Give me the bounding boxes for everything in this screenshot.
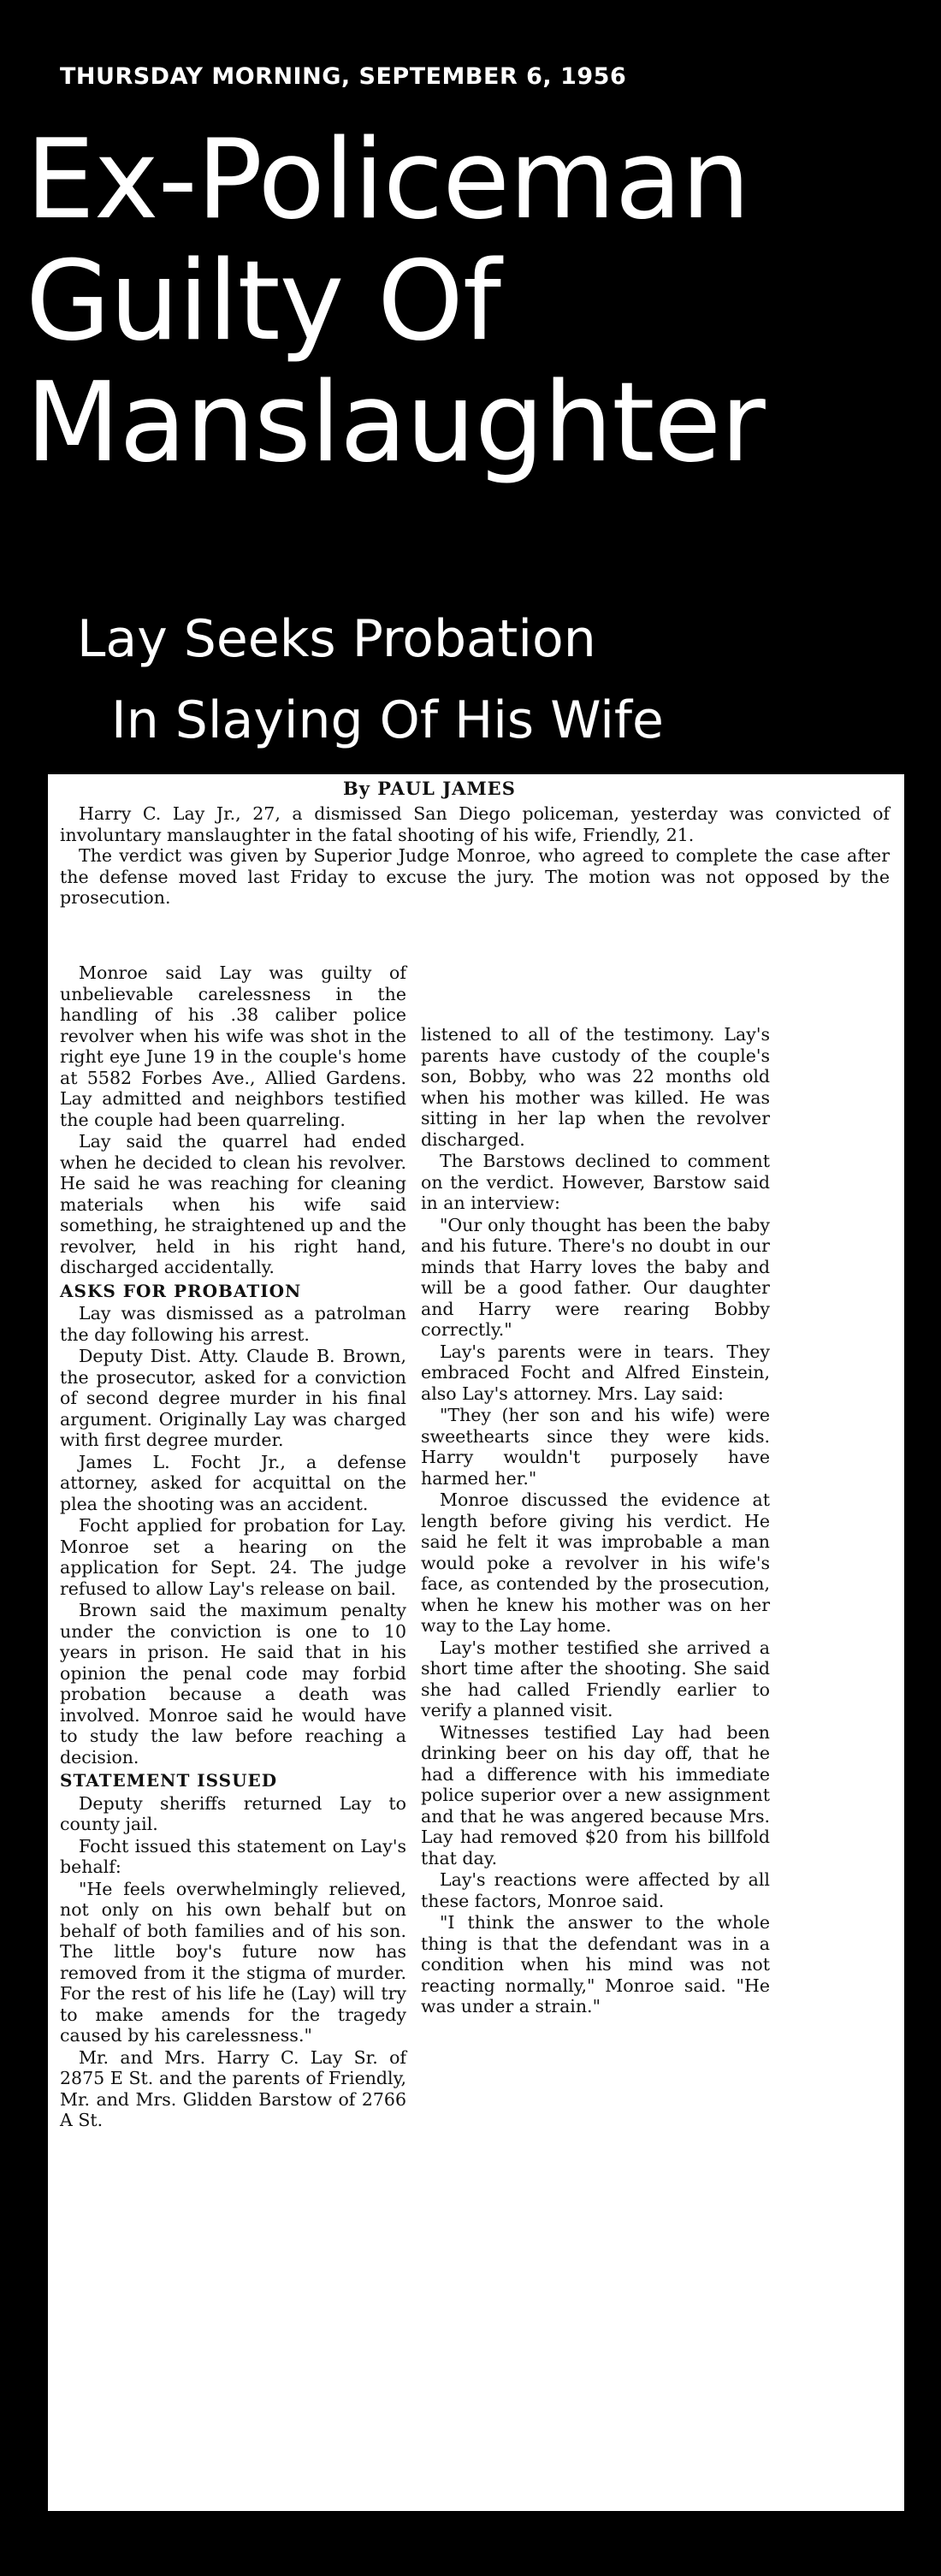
headline (26, 116, 924, 487)
article-paragraph: Focht issued this statement on Lay's behalf: (60, 1835, 406, 1877)
article-paragraph: "Our only thought has been the baby and his future. There's no doubt in our minds that Harry loves the baby and will be a good father. Our daughter and Harry were rearing Bobby correctly." (421, 1214, 770, 1340)
article-paragraph: Deputy Dist. Atty. Claude B. Brown, the prosecutor, asked for a conviction of second degree murder in his final argument. Originally Lay was charged with first degree murder. (60, 1346, 406, 1450)
lede (60, 803, 890, 909)
article-paragraph: Lay's parents were in tears. They embraced Focht and Alfred Einstein, also Lay's attorney. Mrs. Lay said: (421, 1341, 770, 1404)
article-paragraph: James L. Focht Jr., a defense attorney, asked for acquittal on the plea the shooting was an accident. (60, 1451, 406, 1514)
article-paragraph: Deputy sheriffs returned Lay to county jail. (60, 1792, 406, 1834)
article-paragraph: Monroe discussed the evidence at length before giving his verdict. He said he felt it was improbable a man would poke a revolver in his wife's face, as contended by the prosecution, when he knew his mother was on her way to the Lay home. (421, 1489, 770, 1636)
subheadline (77, 599, 898, 761)
column-left (60, 962, 406, 2132)
lede-paragraph: The verdict was given by Superior Judge Monroe, who agreed to complete the case after the defense moved last Friday to excuse the jury. The motion was not opposed by the prosecution. (60, 845, 890, 908)
byline: By PAUL JAMES (343, 778, 516, 799)
article-paragraph: "I think the answer to the whole thing is that the defendant was in a condition when his mind was not reacting normally," Monroe said. "He was under a strain." (421, 1912, 770, 2016)
article-paragraph: Monroe said Lay was guilty of unbelievable carelessness in the handling of his .38 caliber police revolver when his wife was shot in the right eye June 19 in the couple's home at 5582 Forbes Ave., Allied Gardens. Lay admitted and neighbors testified the couple had been quarreling. (60, 962, 406, 1130)
article-paragraph: Lay's reactions were affected by all these factors, Monroe said. (421, 1869, 770, 1911)
article-paragraph: "They (her son and his wife) were sweethearts since they were kids. Harry wouldn't purposely have harmed her." (421, 1405, 770, 1489)
column-right (421, 1024, 770, 2018)
article-paragraph: listened to all of the testimony. Lay's parents have custody of the couple's son, Bobby, who was 22 months old when his mother was killed. He was sitting in her lap when the revolver discharged. (421, 1024, 770, 1150)
article-paragraph: Lay was dismissed as a patrolman the day following his arrest. (60, 1303, 406, 1345)
article-paragraph: The Barstows declined to comment on the verdict. However, Barstow said in an interview: (421, 1151, 770, 1213)
lede-paragraph: Harry C. Lay Jr., 27, a dismissed San Diego policeman, yesterday was convicted of involuntary manslaughter in the fatal shooting of his wife, Friendly, 21. (60, 803, 890, 845)
section-heading: STATEMENT ISSUED (60, 1770, 278, 1791)
headline-line: Guilty Of (26, 238, 500, 365)
article-paragraph: Lay said the quarrel had ended when he decided to clean his revolver. He said he was reaching for cleaning materials when his wife said something, he straightened up and the revolver, held in his right hand, discharged accidentally. (60, 1131, 406, 1277)
article-paragraph: Lay's mother testified she arrived a short time after the shooting. She said she had called Friendly earlier to verify a planned visit. (421, 1637, 770, 1720)
article-paragraph: Brown said the maximum penalty under the conviction is one to 10 years in prison. He said that in his opinion the penal code may forbid probation because a death was involved. Monroe said he would have to study the law before reaching a decision. (60, 1600, 406, 1768)
dateline: THURSDAY MORNING, SEPTEMBER 6, 1956 (60, 63, 627, 90)
article-paragraph: Witnesses testified Lay had been drinking beer on his day off, that he had a difference with his immediate police superior over a new assignment and that he was angered because Mrs. Lay had removed $20 from his billfold that day. (421, 1721, 770, 1868)
subheadline-line: Lay Seeks Probation (77, 609, 596, 669)
article-body (48, 774, 904, 2511)
article-paragraph: Mr. and Mrs. Harry C. Lay Sr. of 2875 E St. and the parents of Friendly, Mr. and Mrs. Glidden Barstow of 2766 A St. (60, 2046, 406, 2130)
headline-line: Manslaughter (26, 359, 765, 487)
article-paragraph: Focht applied for probation for Lay. Monroe set a hearing on the application for Sept. 24. The judge refused to allow Lay's release on bail. (60, 1515, 406, 1599)
article-paragraph: "He feels overwhelmingly relieved, not only on his own behalf but on behalf of both families and of his son. The little boy's future now has removed from it the stigma of murder. For the rest of his life he (Lay) will try to make amends for the tragedy caused by his carelessness." (60, 1878, 406, 2046)
section-heading: ASKS FOR PROBATION (60, 1280, 302, 1301)
headline-line: Ex-Policeman (26, 116, 750, 244)
subheadline-line: In Slaying Of His Wife (111, 690, 664, 750)
